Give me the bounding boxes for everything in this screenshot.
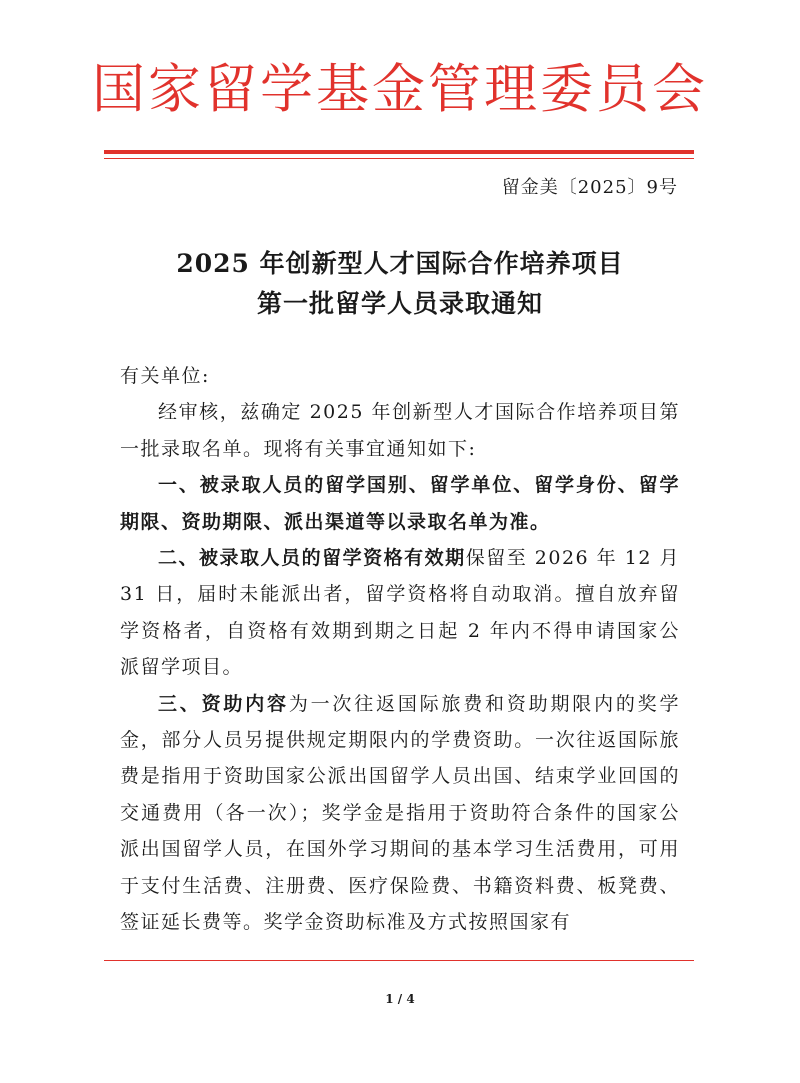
paragraph-item-2-text: 保留至 2026 年 12 月 31 日，届时未能派出者，留学资格将自动取消。擅自放弃留学资格者，自资格有效期到期之日起 2 年内不得申请国家公派留学项目。 [120,547,680,679]
paragraph-item-3-heading: 三、资助内容 [158,692,289,715]
footer-red-rule [104,960,694,961]
document-title-line-2: 第一批留学人员录取通知 [256,289,543,318]
document-body [120,358,680,941]
document-number: 留金美〔2025〕9号 [501,177,678,198]
page-number: 1 / 4 [385,992,415,1006]
paragraph-item-1: 一、被录取人员的留学国别、留学单位、留学身份、留学期限、资助期限、派出渠道等以录取名单为准。 [120,474,680,533]
paragraph-intro: 经审核，兹确定 2025 年创新型人才国际合作培养项目第一批录取名单。现将有关事宜通知如下: [120,401,680,460]
document-title [0,244,800,324]
letterhead-org-name: 国家留学基金管理委员会 [92,59,708,120]
paragraph-item-3-text: 为一次往返国际旅费和资助期限内的奖学金，部分人员另提供规定期限内的学费资助。一次往返国际旅费是指用于资助国家公派出国留学人员出国、结束学业回国的交通费用（各一次）；奖学金是指用于资助符合条件的国家公派出国留学人员，在国外学习期间的基本学习生活费用，可用于支付生活费、注册费、医疗保险费、书籍资料费、板凳费、签证延长费等。奖学金资助标准及方式按照国家有 [120,692,680,934]
letterhead-red-rule-thick [104,150,694,154]
salutation: 有关单位: [120,365,210,387]
paragraph-item-3 [120,686,680,941]
document-title-line-1: 2025 年创新型人才国际合作培养项目 [176,249,624,278]
letterhead-red-rule-thin [104,158,694,159]
paragraph-item-2-heading: 二、被录取人员的留学资格有效期 [158,547,466,570]
paragraph-item-2 [120,540,680,686]
